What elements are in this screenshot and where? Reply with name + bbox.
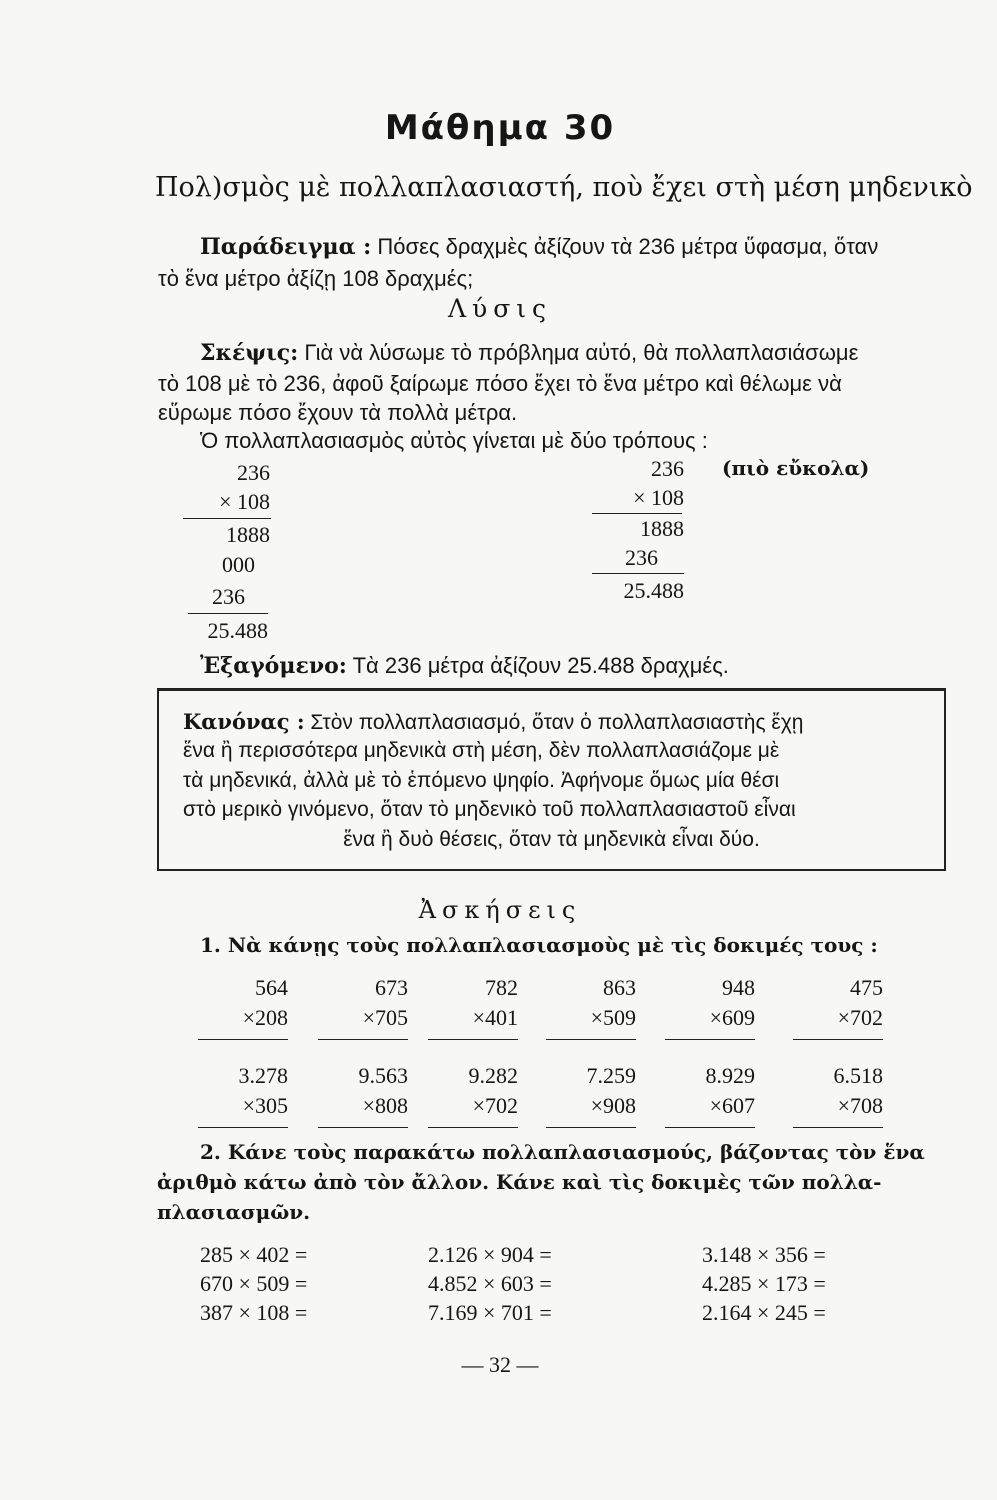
calc-line: 236 (237, 460, 270, 485)
multiplier: ×702 (472, 1093, 518, 1118)
underline (546, 1039, 636, 1040)
underline (546, 1127, 636, 1128)
example-label: Παράδειγμα : (200, 234, 372, 260)
multiplicand: 475 (850, 975, 883, 1000)
underline (793, 1127, 883, 1128)
multiplication-problem: 2.126 × 904 = (428, 1242, 552, 1267)
lesson-heading: Πολ)σμὸς μὲ πολλαπλασιαστή, ποὺ ἔχει στὴ μέση μηδενικὸ (155, 172, 973, 203)
rule-label: Κανόνας : (183, 709, 305, 734)
exercises-heading: Ἀσκήσεις (418, 896, 582, 924)
calc-line: 000 (222, 552, 255, 577)
calc-line: × 108 (633, 485, 684, 510)
calc-line: 236 (625, 545, 658, 570)
exercise-2-line: ἀριθμὸ κάτω ἀπὸ τὸν ἄλλον. Κάνε καὶ τὶς δοκιμὲς τῶν πολλα- (157, 1170, 882, 1194)
multiplier: ×808 (362, 1093, 408, 1118)
multiplier: ×305 (242, 1093, 288, 1118)
multiplicand: 948 (722, 975, 755, 1000)
multiplier: ×705 (362, 1005, 408, 1030)
multiplier: ×607 (709, 1093, 755, 1118)
underline (428, 1127, 518, 1128)
multiplicand: 782 (485, 975, 518, 1000)
multiplication-problem: 7.169 × 701 = (428, 1300, 552, 1325)
rule-line: τὰ μηδενικά, ἀλλὰ μὲ τὸ ἑπόμενο ψηφίο. Ἀφήνομε ὅμως μία θέσι (183, 769, 780, 792)
calc-line: 1888 (226, 522, 270, 547)
multiplicand: 9.563 (358, 1063, 408, 1088)
multiplier: ×708 (837, 1093, 883, 1118)
example-text: Πόσες δραχμὲς ἀξίζουν τὰ 236 μέτρα ὕφασμα, ὅταν (377, 234, 879, 259)
thought-line-2: τὸ 108 μὲ τὸ 236, ἀφοῦ ξαίρωμε πόσο ἔχει τὸ ἕνα μέτρο καὶ θέλωμε νὰ (158, 371, 842, 396)
exercise-2-line: πλασιασμῶν. (157, 1200, 311, 1224)
multiplication-problem: 2.164 × 245 = (702, 1300, 826, 1325)
multiplication-problem: 3.148 × 356 = (702, 1242, 826, 1267)
multiplication-problem: 387 × 108 = (200, 1300, 308, 1325)
multiplicand: 863 (603, 975, 636, 1000)
multiplicand: 9.282 (468, 1063, 518, 1088)
multiplicand: 8.929 (705, 1063, 755, 1088)
multiplier: ×509 (590, 1005, 636, 1030)
lesson-title: Μάθημα 30 (384, 108, 616, 148)
multiplicand: 673 (375, 975, 408, 1000)
multiplication-problem: 285 × 402 = (200, 1242, 308, 1267)
rule-line: ἕνα ἢ δυὸ θέσεις, ὅταν τὰ μηδενικὰ εἶναι δύο. (343, 828, 760, 851)
result-line (200, 653, 729, 679)
result-label: Ἐξαγόμενο: (200, 653, 347, 679)
thought-line-3: εὕρωμε πόσο ἔχουν τὰ πολλὰ μέτρα. (158, 400, 518, 425)
underline (318, 1127, 408, 1128)
exercise-2-line: 2. Κάνε τοὺς παρακάτω πολλαπλασιασμούς, βάζοντας τὸν ἕνα (200, 1140, 925, 1164)
thought-line-4: Ὁ πολλαπλασιασμὸς αὐτὸς γίνεται μὲ δύο τρόπους : (200, 428, 708, 453)
multiplier: ×208 (242, 1005, 288, 1030)
calc-line: 236 (651, 456, 684, 481)
rule-line: ἕνα ἢ περισσότερα μηδενικὰ στὴ μέση, δὲν πολλαπλασιάζομε μὲ (183, 739, 780, 762)
thought-line-1 (200, 340, 858, 366)
thought-text: Γιὰ νὰ λύσωμε τὸ πρόβλημα αὐτό, θὰ πολλαπλασιάσωμε (304, 340, 859, 365)
thought-label: Σκέψις: (200, 340, 299, 366)
underline (318, 1039, 408, 1040)
underline (198, 1127, 288, 1128)
underline (198, 1039, 288, 1040)
result-text: Τὰ 236 μέτρα ἀξίζουν 25.488 δραχμές. (352, 653, 729, 678)
multiplier: ×908 (590, 1093, 636, 1118)
calc-result: 25.488 (623, 578, 684, 603)
multiplication-problem: 670 × 509 = (200, 1271, 308, 1296)
rule-line: Στὸν πολλαπλασιασμό, ὅταν ὁ πολλαπλασιαστὴς ἔχῃ (310, 711, 804, 734)
multiplicand: 6.518 (833, 1063, 883, 1088)
multiplier: ×401 (472, 1005, 518, 1030)
example-line-2: τὸ ἕνα μέτρο ἀξίζῃ 108 δραχμές; (158, 266, 474, 291)
multiplicand: 7.259 (586, 1063, 636, 1088)
multiplication-problem: 4.852 × 603 = (428, 1271, 552, 1296)
example-line-1 (200, 234, 878, 260)
exercise-1-text: 1. Νὰ κάνῃς τοὺς πολλαπλασιασμοὺς μὲ τὶς δοκιμές τους : (200, 933, 878, 957)
calc-line: × 108 (219, 489, 270, 514)
underline (793, 1039, 883, 1040)
page-number: — 32 — (461, 1352, 539, 1377)
underline (665, 1039, 755, 1040)
underline (428, 1039, 518, 1040)
underline (665, 1127, 755, 1128)
calc-result: 25.488 (207, 618, 268, 643)
multiplication-problem: 4.285 × 173 = (702, 1271, 826, 1296)
multiplicand: 3.278 (238, 1063, 288, 1088)
easier-label: (πιὸ εὔκολα) (722, 456, 870, 480)
multiplier: ×609 (709, 1005, 755, 1030)
multiplicand: 564 (255, 975, 288, 1000)
calc-line: 1888 (640, 516, 684, 541)
multiplier: ×702 (837, 1005, 883, 1030)
rule-line: στὸ μερικὸ γινόμενο, ὅταν τὸ μηδενικὸ τοῦ πολλαπλασιαστοῦ εἶναι (183, 798, 796, 821)
solution-heading: Λύσις (447, 294, 553, 323)
calc-line: 236 (212, 584, 245, 609)
rule-box (157, 688, 946, 871)
